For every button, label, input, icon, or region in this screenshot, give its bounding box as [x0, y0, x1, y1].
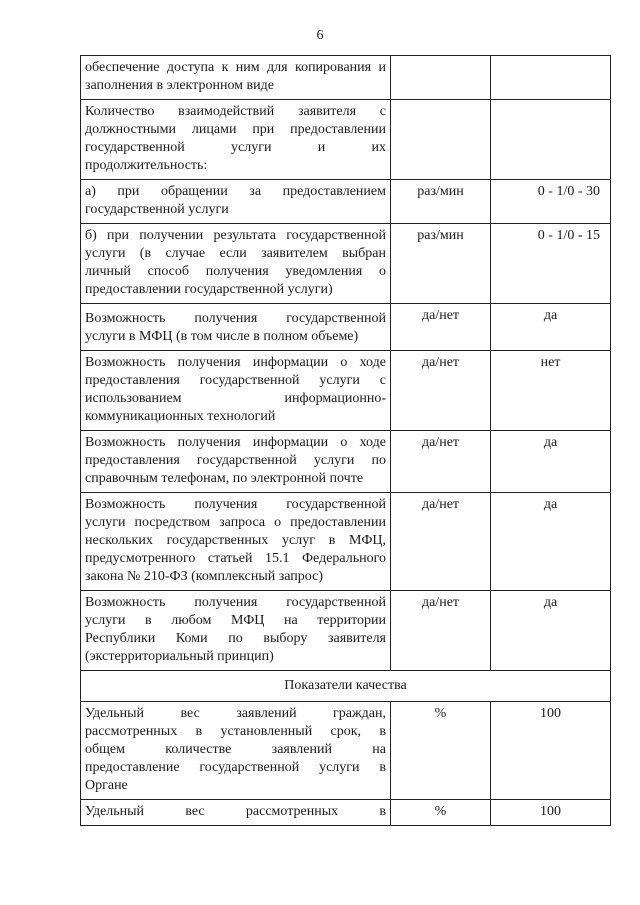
indicator-text-line: закона № 210-ФЗ (комплексный запрос)	[85, 569, 324, 584]
value-cell: да	[491, 493, 611, 591]
table-row	[81, 100, 611, 180]
indicator-text-line: услуги посредством запроса о предоставлении	[85, 515, 386, 530]
indicator-text-line: обеспечение доступа к ним для копирования и	[85, 60, 386, 75]
indicator-text-line: предоставления государственной услуги по	[85, 453, 386, 468]
indicator-text-line: личный способ получения уведомления о	[85, 264, 386, 279]
indicator-text-line: рассмотренных в установленный срок, в	[85, 724, 386, 739]
indicator-text-line: заполнения в электронном виде	[85, 78, 274, 93]
value-cell: 0 - 1/0 - 30	[491, 180, 611, 224]
indicator-text-line: б) при получении результата государственной	[85, 228, 386, 243]
table-row	[81, 431, 611, 493]
indicators-table	[80, 55, 611, 826]
unit-cell: да/нет	[391, 351, 491, 431]
value-cell: да	[491, 431, 611, 493]
page-number: 6	[316, 28, 324, 43]
table-row	[81, 56, 611, 100]
indicator-name-cell	[81, 100, 391, 180]
section-header-row	[81, 671, 611, 702]
indicator-name-cell	[81, 431, 391, 493]
indicator-name-cell	[81, 351, 391, 431]
table-row	[81, 224, 611, 304]
indicator-text-line: Количество взаимодействий заявителя с	[85, 104, 386, 119]
indicator-text-line: предоставлении государственной услуги)	[85, 282, 333, 297]
indicator-text-line: Республики Коми по выбору заявителя	[85, 631, 386, 646]
table-row	[81, 351, 611, 431]
indicator-text-line: услуги в любом МФЦ на территории	[85, 613, 386, 628]
value-cell	[491, 56, 611, 100]
indicator-text-line: общем количестве заявлений на	[85, 742, 386, 757]
indicator-text-line: Удельный вес заявлений граждан,	[85, 706, 386, 721]
indicator-text-line: услуги в МФЦ (в том числе в полном объеме)	[85, 329, 359, 344]
value-cell: 100	[491, 800, 611, 826]
unit-cell: %	[391, 702, 491, 800]
indicator-text-line: коммуникационных технологий	[85, 409, 276, 424]
indicator-text-line: Возможность получения информации о ходе	[85, 355, 386, 370]
indicator-name-cell	[81, 702, 391, 800]
indicator-text-line: нескольких государственных услуг в МФЦ,	[85, 533, 386, 548]
indicator-name-cell	[81, 800, 391, 826]
unit-cell: раз/мин	[391, 224, 491, 304]
table-row	[81, 180, 611, 224]
table-row	[81, 702, 611, 800]
indicator-name-cell	[81, 180, 391, 224]
indicator-text-line: использованием информационно-	[85, 391, 386, 406]
unit-cell: да/нет	[391, 431, 491, 493]
table-row	[81, 591, 611, 671]
indicator-text-line: услуги (в случае если заявителем выбран	[85, 246, 386, 261]
unit-cell: %	[391, 800, 491, 826]
indicator-text-line: Органе	[85, 778, 128, 793]
table-row	[81, 304, 611, 351]
section-header: Показатели качества	[81, 671, 611, 702]
indicator-name-cell	[81, 591, 391, 671]
indicator-text-line: продолжительность:	[85, 158, 208, 173]
indicator-text-line: Возможность получения государственной	[85, 311, 386, 326]
indicator-text-line: справочным телефонам, по электронной почте	[85, 471, 364, 486]
indicator-text-line: предоставления государственной услуги с	[85, 373, 386, 388]
indicator-text-line: Возможность получения информации о ходе	[85, 435, 386, 450]
unit-cell: да/нет	[391, 591, 491, 671]
unit-cell	[391, 100, 491, 180]
indicator-text-line: предоставление государственной услуги в	[85, 760, 386, 775]
value-cell: да	[491, 304, 611, 351]
indicator-text-line: должностными лицами при предоставлении	[85, 122, 386, 137]
unit-cell: да/нет	[391, 304, 491, 351]
unit-cell: раз/мин	[391, 180, 491, 224]
indicator-text-line: Возможность получения государственной	[85, 497, 386, 512]
indicator-text-line: государственной услуги и их	[85, 140, 386, 155]
value-cell: да	[491, 591, 611, 671]
indicator-text-line: а) при обращении за предоставлением	[85, 184, 386, 199]
indicator-name-cell	[81, 493, 391, 591]
indicator-text-line: предусмотренного статьей 15.1 Федерального	[85, 551, 386, 566]
indicator-name-cell	[81, 56, 391, 100]
value-cell	[491, 100, 611, 180]
table-row	[81, 493, 611, 591]
table-row	[81, 800, 611, 826]
value-cell: 100	[491, 702, 611, 800]
indicator-name-cell	[81, 224, 391, 304]
indicator-text-line: Возможность получения государственной	[85, 595, 386, 610]
indicator-text-line: государственной услуги	[85, 202, 229, 217]
value-cell: нет	[491, 351, 611, 431]
unit-cell	[391, 56, 491, 100]
unit-cell: да/нет	[391, 493, 491, 591]
indicator-name-cell	[81, 304, 391, 351]
value-cell: 0 - 1/0 - 15	[491, 224, 611, 304]
indicator-text-line: (экстерриториальный принцип)	[85, 649, 274, 664]
indicator-text-line: Удельный вес рассмотренных в	[85, 804, 386, 819]
